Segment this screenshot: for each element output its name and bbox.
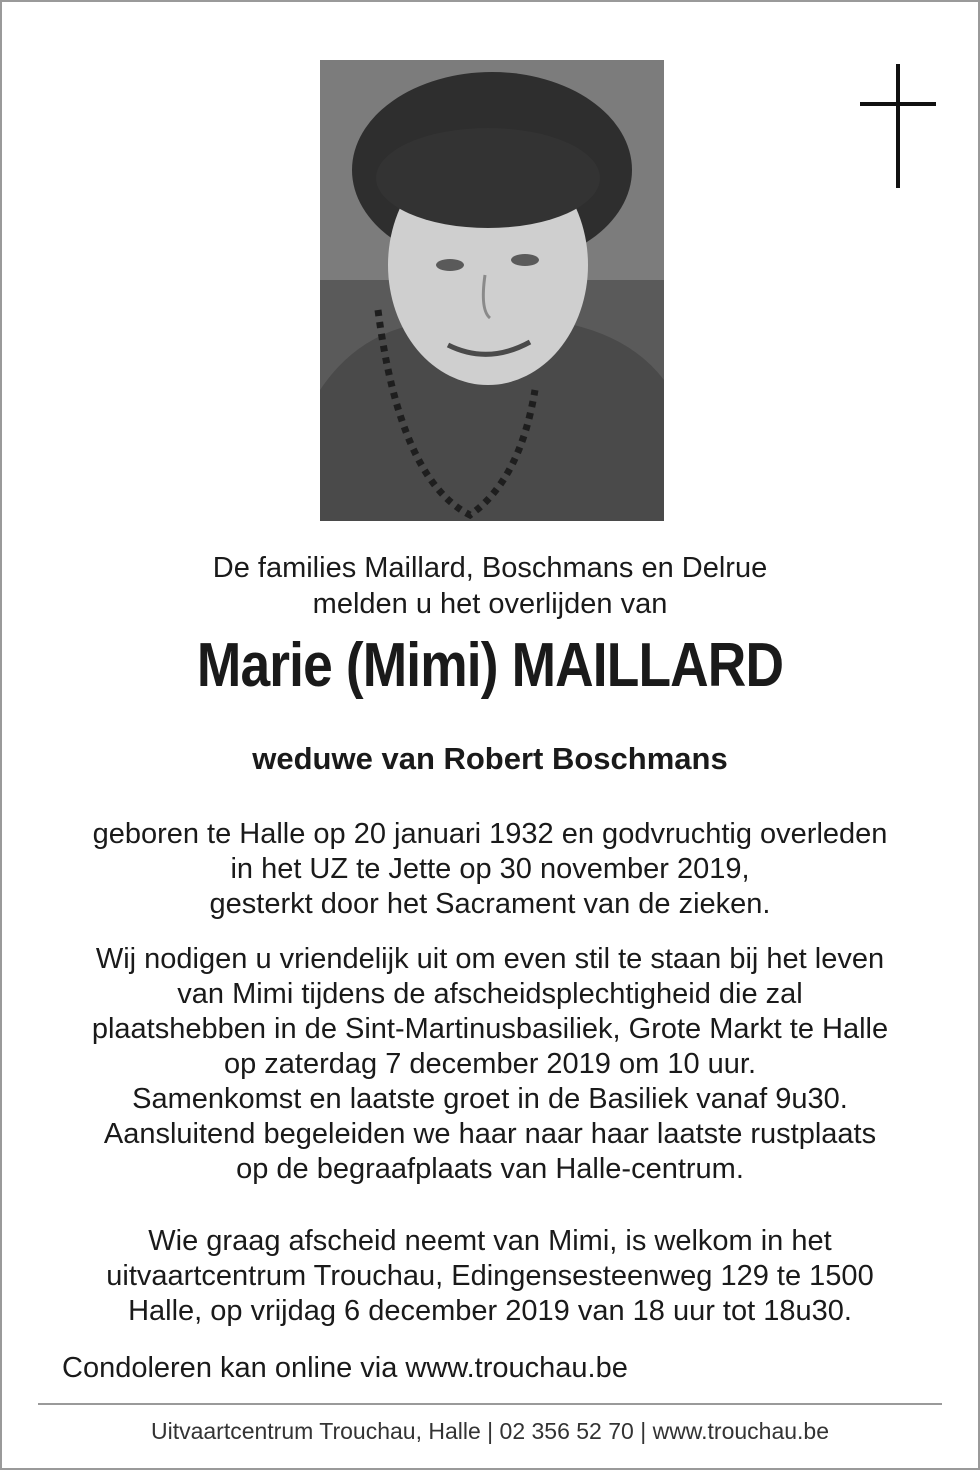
- portrait-image: [320, 60, 664, 521]
- text-line: in het UZ te Jette op 30 november 2019,: [230, 853, 750, 885]
- ceremony-block: [42, 942, 938, 1187]
- text-line: gesterkt door het Sacrament van de zieken.: [209, 888, 771, 920]
- text-line: Halle, op vrijdag 6 december 2019 van 18 uur tot 18u30.: [128, 1295, 852, 1327]
- announcement-intro: [2, 550, 978, 622]
- cross-icon: [860, 64, 936, 188]
- portrait-photo: [320, 60, 664, 521]
- intro-line: De families Maillard, Boschmans en Delrue: [212, 552, 768, 584]
- text-line: van Mimi tijdens de afscheidsplechtigheid die zal: [177, 978, 803, 1010]
- birth-death-block: [42, 817, 938, 922]
- condolences-line: Condoleren kan online via www.trouchau.be: [62, 1352, 628, 1384]
- visitation-block: [42, 1224, 938, 1329]
- text-line: op de begraafplaats van Halle-centrum.: [236, 1153, 744, 1185]
- text-line: uitvaartcentrum Trouchau, Edingensesteenweg 129 te 1500: [106, 1260, 874, 1292]
- footer-divider: [38, 1403, 942, 1405]
- text-line: Wij nodigen u vriendelijk uit om even stil te staan bij het leven: [95, 943, 885, 975]
- text-line: Wie graag afscheid neemt van Mimi, is welkom in het: [148, 1225, 832, 1257]
- text-line: Aansluitend begeleiden we haar naar haar laatste rustplaats: [103, 1118, 877, 1150]
- deceased-name: Marie (Mimi) MAILLARD: [196, 631, 784, 700]
- text-line: Samenkomst en laatste groet in de Basiliek vanaf 9u30.: [132, 1083, 848, 1115]
- text-line: plaatshebben in de Sint-Martinusbasiliek, Grote Markt te Halle: [91, 1013, 889, 1045]
- intro-line: melden u het overlijden van: [312, 588, 668, 620]
- spouse-line: weduwe van Robert Boschmans: [252, 741, 728, 776]
- text-line: geboren te Halle op 20 januari 1932 en godvruchtig overleden: [92, 818, 888, 850]
- text-line: op zaterdag 7 december 2019 om 10 uur.: [223, 1048, 757, 1080]
- footer-contact: Uitvaartcentrum Trouchau, Halle | 02 356 52 70 | www.trouchau.be: [150, 1418, 830, 1444]
